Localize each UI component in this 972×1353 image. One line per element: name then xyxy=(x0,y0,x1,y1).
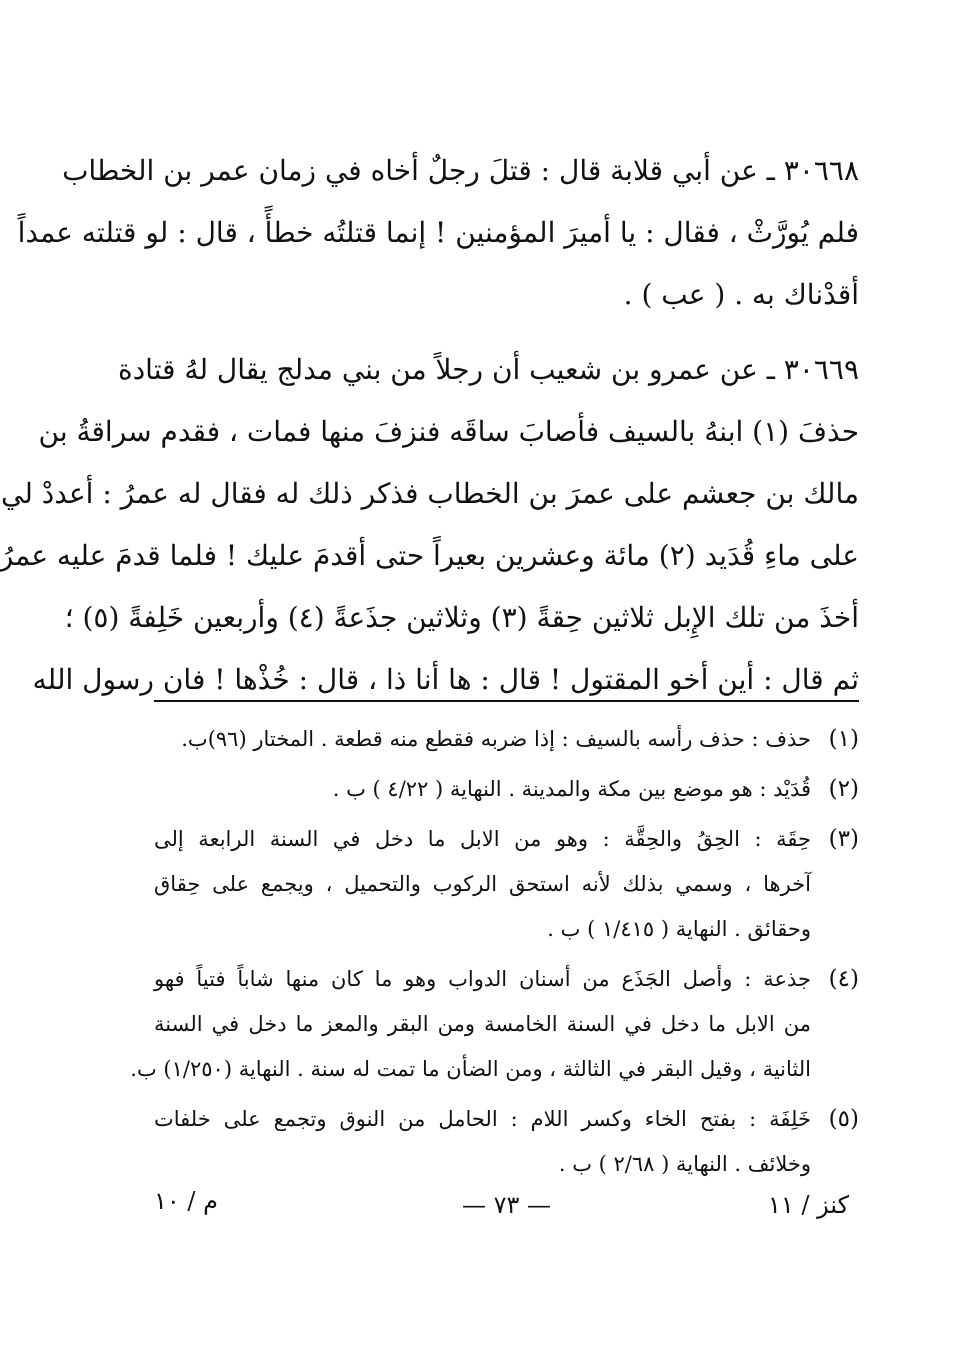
footnotes xyxy=(130,717,859,1192)
footnote-1 xyxy=(154,717,859,762)
footnote-line: قُدَيْد : هو موضع بين مكة والمدينة . النهاية ( ٤/٢٢ ) ب . xyxy=(332,777,811,801)
footnote-number: (٣) xyxy=(828,826,859,852)
footnote-number: (١) xyxy=(828,726,859,752)
footnote-4 xyxy=(130,957,859,1092)
part-mark: م / ١٠ xyxy=(154,1187,218,1215)
footnote-number: (٤) xyxy=(828,966,859,992)
footnote-line: وحقائق . النهاية ( ١/٤١٥ ) ب . xyxy=(547,917,811,941)
footnote-body xyxy=(154,817,811,952)
footnote-line: آخرها ، وسمي بذلك لأنه استحق الركوب والتحميل ، ويجمع على حِقاق xyxy=(154,872,811,896)
volume-mark: كنز / ١١ xyxy=(767,1191,849,1219)
page-number: — ٧٣ — xyxy=(461,1191,552,1219)
footnote-2 xyxy=(154,767,859,812)
text-line: ٣٠٦٦٩ ـ عن عمرو بن شعيب أن رجلاً من بني مدلج يقال لهُ قتادة xyxy=(118,353,859,386)
footnote-separator xyxy=(154,700,859,702)
footnote-line: جذعة : وأصل الجَذَع من أسنان الدواب وهو ما كان منها شاباً فتياً فهو xyxy=(154,967,811,991)
footnote-body xyxy=(154,717,811,762)
footnote-line: حذف : حذف رأسه بالسيف : إذا ضربه فقطع منه قطعة . المختار (٩٦)ب. xyxy=(181,727,811,751)
footnote-body xyxy=(130,957,811,1092)
text-line: مالك بن جعشم على عمرَ بن الخطاب فذكر ذلك له فقال له عمرُ : أعددْ لي xyxy=(1,477,859,510)
footnote-line: الثانية ، وقيل البقر في الثالثة ، ومن الضأن ما تمت له سنة . النهاية (١/٢٥٠) ب. xyxy=(130,1057,811,1081)
footnote-body xyxy=(154,767,811,812)
main-text xyxy=(0,140,859,724)
footnote-number: (٢) xyxy=(828,776,859,802)
text-line: حذفَ (١) ابنهُ بالسيف فأصابَ ساقَه فنزفَ منها فمات ، فقدم سراقةُ بن xyxy=(38,415,859,448)
text-line: ٣٠٦٦٨ ـ عن أبي قلابة قال : قتلَ رجلٌ أخاه في زمان عمر بن الخطاب xyxy=(62,154,859,187)
footnote-line: من الابل ما دخل في السنة الخامسة ومن البقر والمعز ما دخل في السنة xyxy=(154,1012,811,1036)
hadith-30669 xyxy=(0,339,859,711)
hadith-30668 xyxy=(17,140,859,326)
footnote-number: (٥) xyxy=(828,1106,859,1132)
footnote-line: خَلِفَة : بفتح الخاء وكسر اللام : الحامل من النوق وتجمع على خلفات xyxy=(154,1107,811,1131)
text-line: أخذَ من تلك الإِبل ثلاثين حِقةً (٣) وثلاثين جذَعةً (٤) وأربعين خَلِفةً (٥) ؛ xyxy=(64,601,859,634)
footnote-line: وخلائف . النهاية ( ٢/٦٨ ) ب . xyxy=(558,1152,811,1176)
text-line: ثم قال : أين أخو المقتول ! قال : ها أنا ذا ، قال : خُذْها ! فان رسول الله xyxy=(32,663,859,696)
footnote-body xyxy=(154,1097,811,1187)
footnote-3 xyxy=(154,817,859,952)
page-footer xyxy=(154,1185,859,1225)
footnote-line: حِقَة : الحِقُ والحِقَّة : وهو من الابل ما دخل في السنة الرابعة إلى xyxy=(154,827,811,851)
footnote-5 xyxy=(154,1097,859,1187)
text-line: على ماءِ قُدَيد (٢) مائة وعشرين بعيراً حتى أقدمَ عليك ! فلما قدمَ عليه عمرُ xyxy=(0,539,859,572)
text-line: أقدْناك به . ( عب ) . xyxy=(623,278,859,311)
text-line: فلم يُورَّثْ ، فقال : يا أميرَ المؤمنين ! إنما قتلتُه خطأً ، قال : لو قتلته عمداً xyxy=(17,216,859,249)
